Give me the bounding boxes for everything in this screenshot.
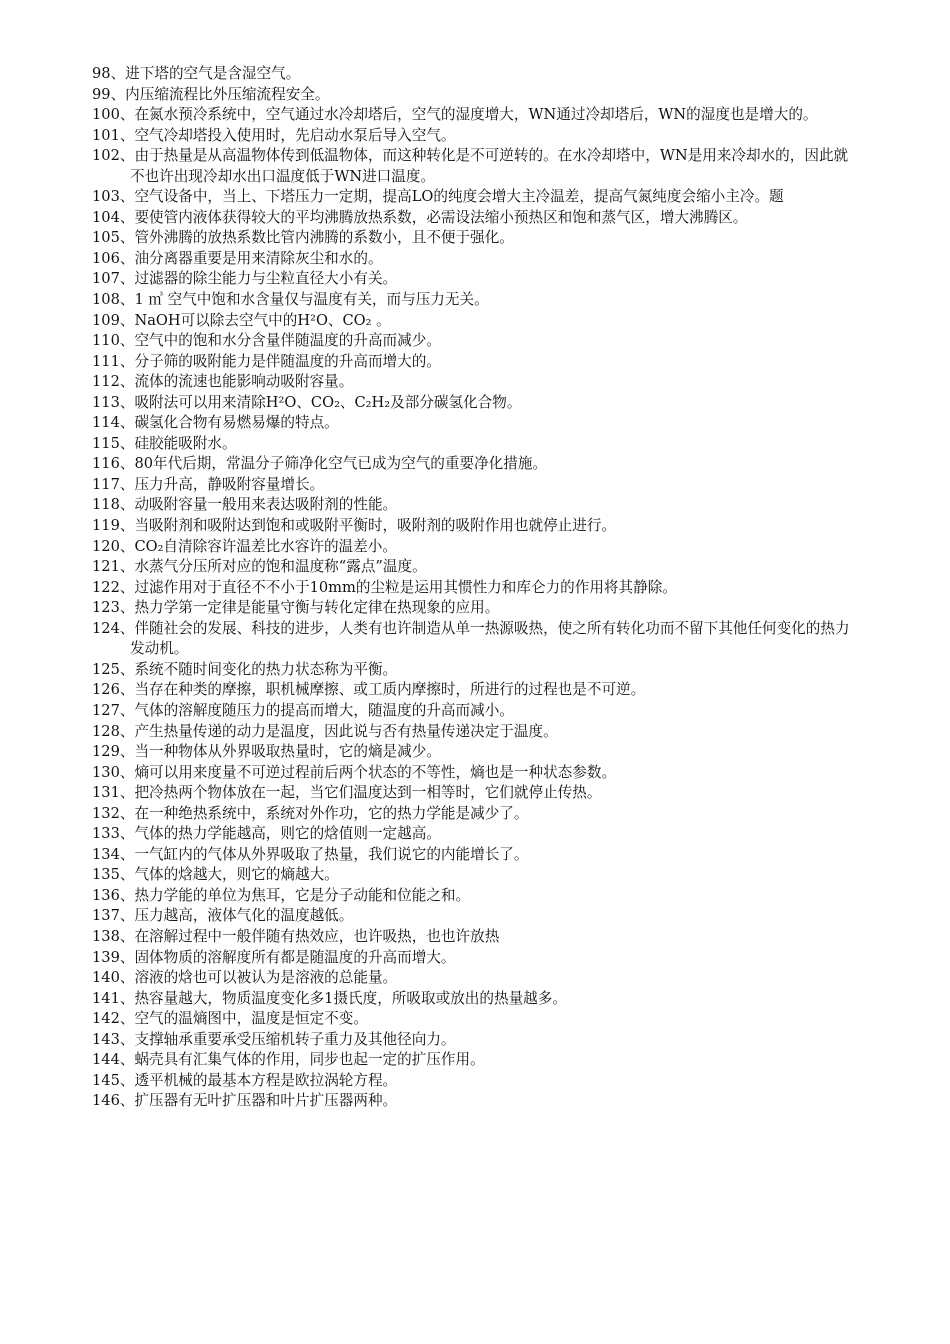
item-number: 121、 (92, 558, 135, 576)
item-text: 当吸附剂和吸附达到饱和或吸附平衡时，吸附剂的吸附作用也就停止进行。 (134, 517, 617, 535)
item-number: 140、 (92, 969, 135, 987)
list-item (92, 331, 862, 352)
item-number: 144、 (92, 1051, 135, 1069)
list-item (92, 763, 862, 784)
item-text: 固体物质的溶解度所有都是随温度的升高而增大。 (134, 948, 456, 966)
item-text: 空气的温熵图中，温度是恒定不变。 (134, 1010, 368, 1028)
list-item (92, 269, 862, 290)
list-item (92, 1050, 862, 1071)
item-text: 蜗壳具有汇集气体的作用，同步也起一定的扩压作用。 (134, 1051, 485, 1069)
item-number: 106、 (92, 249, 135, 267)
item-number: 116、 (92, 455, 135, 473)
item-text: 过滤作用对于直径不不小于10mm的尘粒是运用其惯性力和库仑力的作用将其静除。 (134, 578, 677, 596)
item-number: 141、 (92, 989, 135, 1007)
item-text: 在溶解过程中一般伴随有热效应，也许吸热，也也许放热 (134, 927, 500, 945)
item-number: 102、 (92, 147, 135, 165)
item-number: 124、 (92, 619, 135, 637)
item-number: 136、 (92, 886, 135, 904)
item-number: 99、 (92, 85, 126, 103)
list-item (92, 722, 862, 743)
item-text: 进下塔的空气是含湿空气。 (125, 65, 301, 82)
item-number: 114、 (92, 414, 135, 432)
list-item (92, 187, 862, 208)
list-item (92, 393, 862, 414)
item-text: 空气冷却塔投入使用时，先启动水泵后导入空气。 (134, 126, 456, 144)
item-text: 碳氢化合物有易燃易爆的特点。 (134, 414, 339, 432)
item-number: 126、 (92, 681, 135, 699)
item-text: 管外沸腾的放热系数比管内沸腾的系数小，且不便于强化。 (134, 229, 514, 247)
list-item (92, 475, 862, 496)
item-text: NaOH可以除去空气中的H²O、CO₂ 。 (134, 311, 391, 329)
item-text: 内压缩流程比外压缩流程安全。 (125, 85, 330, 103)
list-item (92, 927, 862, 948)
list-item (92, 824, 862, 845)
item-number: 139、 (92, 948, 135, 966)
item-text: 热力学第一定律是能量守衡与转化定律在热现象的应用。 (134, 599, 500, 617)
list-item (92, 85, 862, 106)
list-item (92, 619, 862, 660)
list-item (92, 680, 862, 701)
item-text: 当一种物体从外界吸取热量时，它的熵是减少。 (134, 743, 441, 761)
list-item (92, 804, 862, 825)
list-item (92, 948, 862, 969)
item-text: 分子筛的吸附能力是伴随温度的升高而增大的。 (134, 352, 441, 370)
item-text: 气体的热力学能越高，则它的焓值则一定越高。 (134, 825, 441, 843)
item-text: 在一种绝热系统中，系统对外作功，它的热力学能是减少了。 (134, 804, 529, 822)
item-text: 80年代后期，常温分子筛净化空气已成为空气的重要净化措施。 (134, 455, 548, 473)
item-text: 过滤器的除尘能力与尘粒直径大小有关。 (134, 270, 398, 288)
list-item (92, 845, 862, 866)
item-number: 113、 (92, 393, 135, 411)
item-number: 129、 (92, 743, 135, 761)
item-text: 在氮水预冷系统中，空气通过水冷却塔后，空气的湿度增大，WN通过冷却塔后，WN的湿度也是增大的。 (134, 106, 818, 124)
item-text: 油分离器重要是用来清除灰尘和水的。 (134, 249, 383, 267)
list-item (92, 290, 862, 311)
list-item (92, 865, 862, 886)
item-text: 动吸附容量一般用来表达吸附剂的性能。 (134, 496, 398, 514)
item-number: 134、 (92, 845, 135, 863)
item-number: 118、 (92, 496, 135, 514)
item-number: 123、 (92, 599, 135, 617)
list-item (92, 886, 862, 907)
list-item (92, 352, 862, 373)
list-item (92, 557, 862, 578)
list-item (92, 413, 862, 434)
item-number: 103、 (92, 188, 135, 206)
item-text: CO₂自清除容许温差比水容许的温差小。 (134, 537, 397, 555)
item-number: 127、 (92, 701, 135, 719)
list-item (92, 989, 862, 1010)
list-item (92, 598, 862, 619)
document-body (92, 64, 862, 1112)
item-text: 当存在种类的摩擦，职机械摩擦、或工质内摩擦时，所进行的过程也是不可逆。 (134, 681, 646, 699)
list-item (92, 372, 862, 393)
item-text: 吸附法可以用来清除H²O、CO₂、C₂H₂及部分碳氢化合物。 (134, 393, 522, 411)
item-text: 热容量越大，物质温度变化多1摄氏度，所吸取或放出的热量越多。 (134, 989, 567, 1007)
item-text: 硅胶能吸附水。 (134, 434, 237, 452)
item-number: 107、 (92, 270, 135, 288)
item-number: 128、 (92, 722, 135, 740)
item-number: 108、 (92, 291, 135, 309)
item-text: 溶液的焓也可以被认为是溶液的总能量。 (134, 969, 398, 987)
item-text: 把冷热两个物体放在一起，当它们温度达到一相等时，它们就停止传热。 (134, 784, 602, 802)
item-number: 104、 (92, 208, 135, 226)
list-item (92, 516, 862, 537)
item-number: 137、 (92, 907, 135, 925)
item-text: 压力升高，静吸附容量增长。 (134, 475, 325, 493)
list-item (92, 1009, 862, 1030)
item-text: 要使管内液体获得较大的平均沸腾放热系数，必需设法缩小预热区和饱和蒸气区，增大沸腾区。 (134, 208, 748, 226)
item-text: 透平机械的最基本方程是欧拉涡轮方程。 (134, 1071, 398, 1089)
item-text: 流体的流速也能影响动吸附容量。 (134, 373, 354, 391)
item-text: 支撑轴承重要承受压缩机转子重力及其他径向力。 (134, 1030, 456, 1048)
item-number: 111、 (92, 352, 135, 370)
item-number: 100、 (92, 106, 135, 124)
item-number: 138、 (92, 927, 135, 945)
item-number: 146、 (92, 1092, 135, 1110)
item-number: 143、 (92, 1030, 135, 1048)
item-number: 131、 (92, 784, 135, 802)
item-number: 142、 (92, 1010, 135, 1028)
item-text: 熵可以用来度量不可逆过程前后两个状态的不等性，熵也是一种状态参数。 (134, 763, 617, 781)
item-number: 119、 (92, 517, 135, 535)
item-number: 105、 (92, 229, 135, 247)
item-number: 115、 (92, 434, 135, 452)
item-number: 117、 (92, 475, 135, 493)
list-item (92, 126, 862, 147)
list-item (92, 660, 862, 681)
item-text: 系统不随时间变化的热力状态称为平衡。 (134, 660, 398, 678)
item-number: 132、 (92, 804, 135, 822)
list-item (92, 701, 862, 722)
item-text: 由于热量是从高温物体传到低温物体，而这种转化是不可逆转的。在水冷却塔中，WN是用来冷却水的，因此就不也许出现冷却水出口温度低于WN进口温度。 (130, 147, 849, 185)
list-item (92, 1030, 862, 1051)
item-number: 101、 (92, 126, 135, 144)
item-number: 109、 (92, 311, 135, 329)
item-number: 122、 (92, 578, 135, 596)
item-text: 产生热量传递的动力是温度，因此说与否有热量传递决定于温度。 (134, 722, 558, 740)
list-item (92, 1091, 862, 1112)
item-number: 110、 (92, 332, 135, 350)
item-text: 空气中的饱和水分含量伴随温度的升高而减少。 (134, 332, 441, 350)
item-text: 水蒸气分压所对应的饱和温度称“露点”温度。 (134, 558, 427, 576)
item-text: 空气设备中，当上、下塔压力一定期，提高LO的纯度会增大主冷温差，提高气氮纯度会缩小主冷。题 (134, 188, 784, 206)
item-number: 133、 (92, 825, 135, 843)
list-item (92, 208, 862, 229)
list-item (92, 146, 862, 187)
item-text: 气体的溶解度随压力的提高而增大，随温度的升高而减小。 (134, 701, 514, 719)
list-item (92, 783, 862, 804)
list-item (92, 228, 862, 249)
item-text: 一气缸内的气体从外界吸取了热量，我们说它的内能增长了。 (134, 845, 529, 863)
list-item (92, 105, 862, 126)
list-item (92, 906, 862, 927)
item-number: 98、 (92, 65, 126, 82)
item-text: 扩压器有无叶扩压器和叶片扩压器两种。 (134, 1092, 398, 1110)
item-text: 伴随社会的发展、科技的进步，人类有也许制造从单一热源吸热，使之所有转化功而不留下其他任何变化的热力发动机。 (130, 619, 850, 658)
list-item (92, 434, 862, 455)
list-item (92, 968, 862, 989)
item-text: 压力越高，液体气化的温度越低。 (134, 907, 354, 925)
list-item (92, 537, 862, 558)
item-number: 112、 (92, 373, 135, 391)
list-item (92, 1071, 862, 1092)
item-text: 1 ㎥ 空气中饱和水含量仅与温度有关，而与压力无关。 (134, 291, 489, 309)
list-item (92, 742, 862, 763)
list-item (92, 311, 862, 332)
list-item (92, 495, 862, 516)
item-number: 130、 (92, 763, 135, 781)
list-item (92, 454, 862, 475)
item-number: 120、 (92, 537, 135, 555)
item-text: 热力学能的单位为焦耳，它是分子动能和位能之和。 (134, 886, 471, 904)
item-number: 145、 (92, 1071, 135, 1089)
list-item (92, 578, 862, 599)
list-item (92, 64, 862, 85)
item-number: 135、 (92, 866, 135, 884)
item-text: 气体的焓越大，则它的熵越大。 (134, 866, 339, 884)
item-number: 125、 (92, 660, 135, 678)
list-item (92, 249, 862, 270)
